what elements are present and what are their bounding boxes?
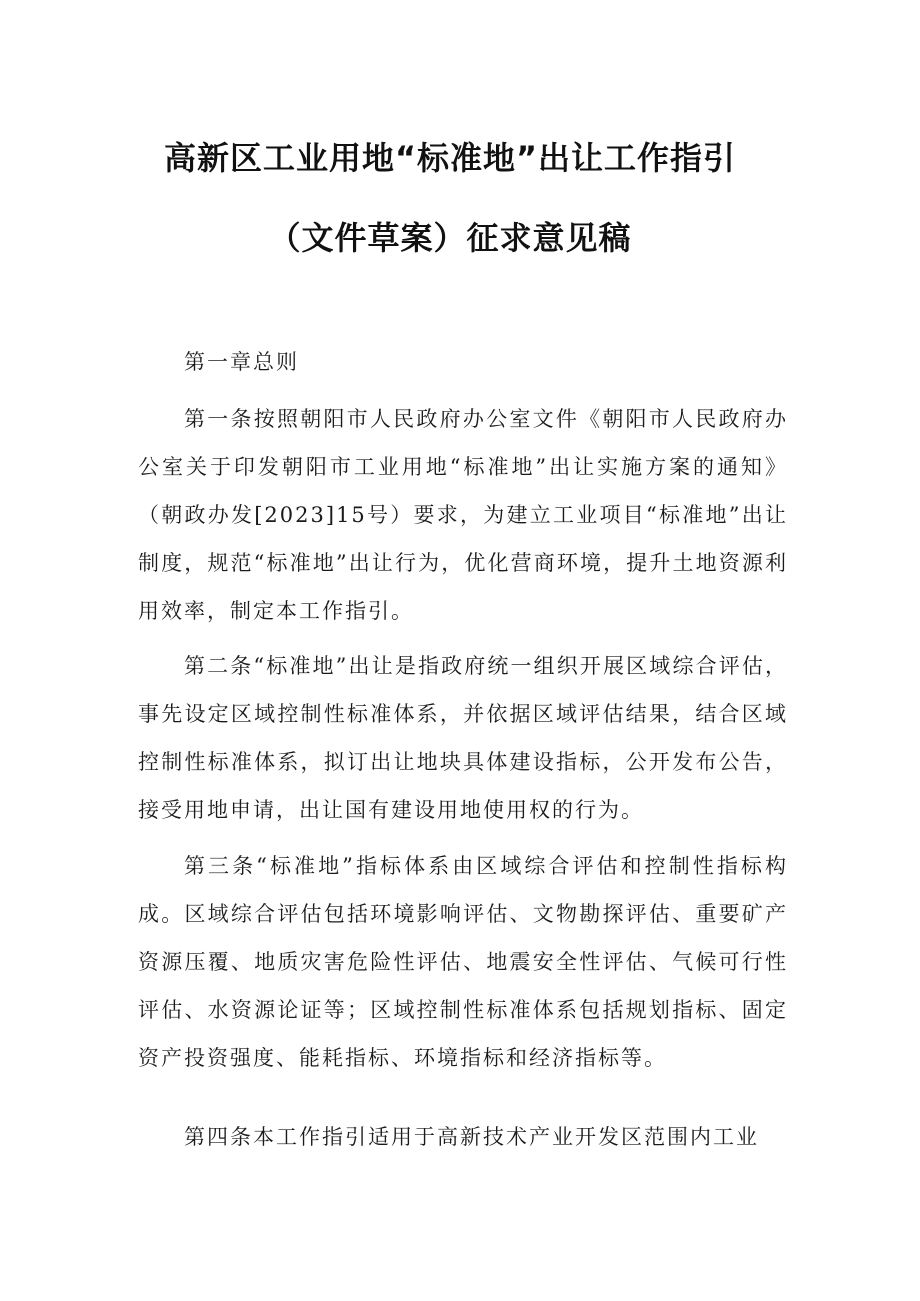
article-2-paragraph: 第二条“标准地”出让是指政府统一组织开展区域综合评估，事先设定区域控制性标准体系，并依据区域评估结果，结合区域控制性标准体系，拟订出让地块具体建设指标，公开发布公告，接受用地申请，出让国有建设用地使用权的行为。 (138, 654, 788, 822)
document-title-line-1: 高新区工业用地“标准地”出让工作指引 (163, 139, 737, 177)
article-4-paragraph: 第四条本工作指引适用于高新技术产业开发区范围内工业 (184, 1125, 759, 1149)
article-1-paragraph: 第一条按照朝阳市人民政府办公室文件《朝阳市人民政府办公室关于印发朝阳市工业用地“标准地”出让实施方案的通知》（朝政办发[2023]15号）要求，为建立工业项目“标准地”出让制度，规范“标准地”出让行为，优化营商环境，提升土地资源利用效率，制定本工作指引。 (138, 407, 788, 623)
document-title-line-2: （文件草案）征求意见稿 (268, 219, 632, 257)
article-3-paragraph: 第三条“标准地”指标体系由区域综合评估和控制性指标构成。区域综合评估包括环境影响评估、文物勘探评估、重要矿产资源压覆、地质灾害危险性评估、地震安全性评估、气候可行性评估、水资源论证等；区域控制性标准体系包括规划指标、固定资产投资强度、能耗指标、环境指标和经济指标等。 (138, 854, 788, 1070)
chapter-heading: 第一章总则 (184, 350, 299, 374)
